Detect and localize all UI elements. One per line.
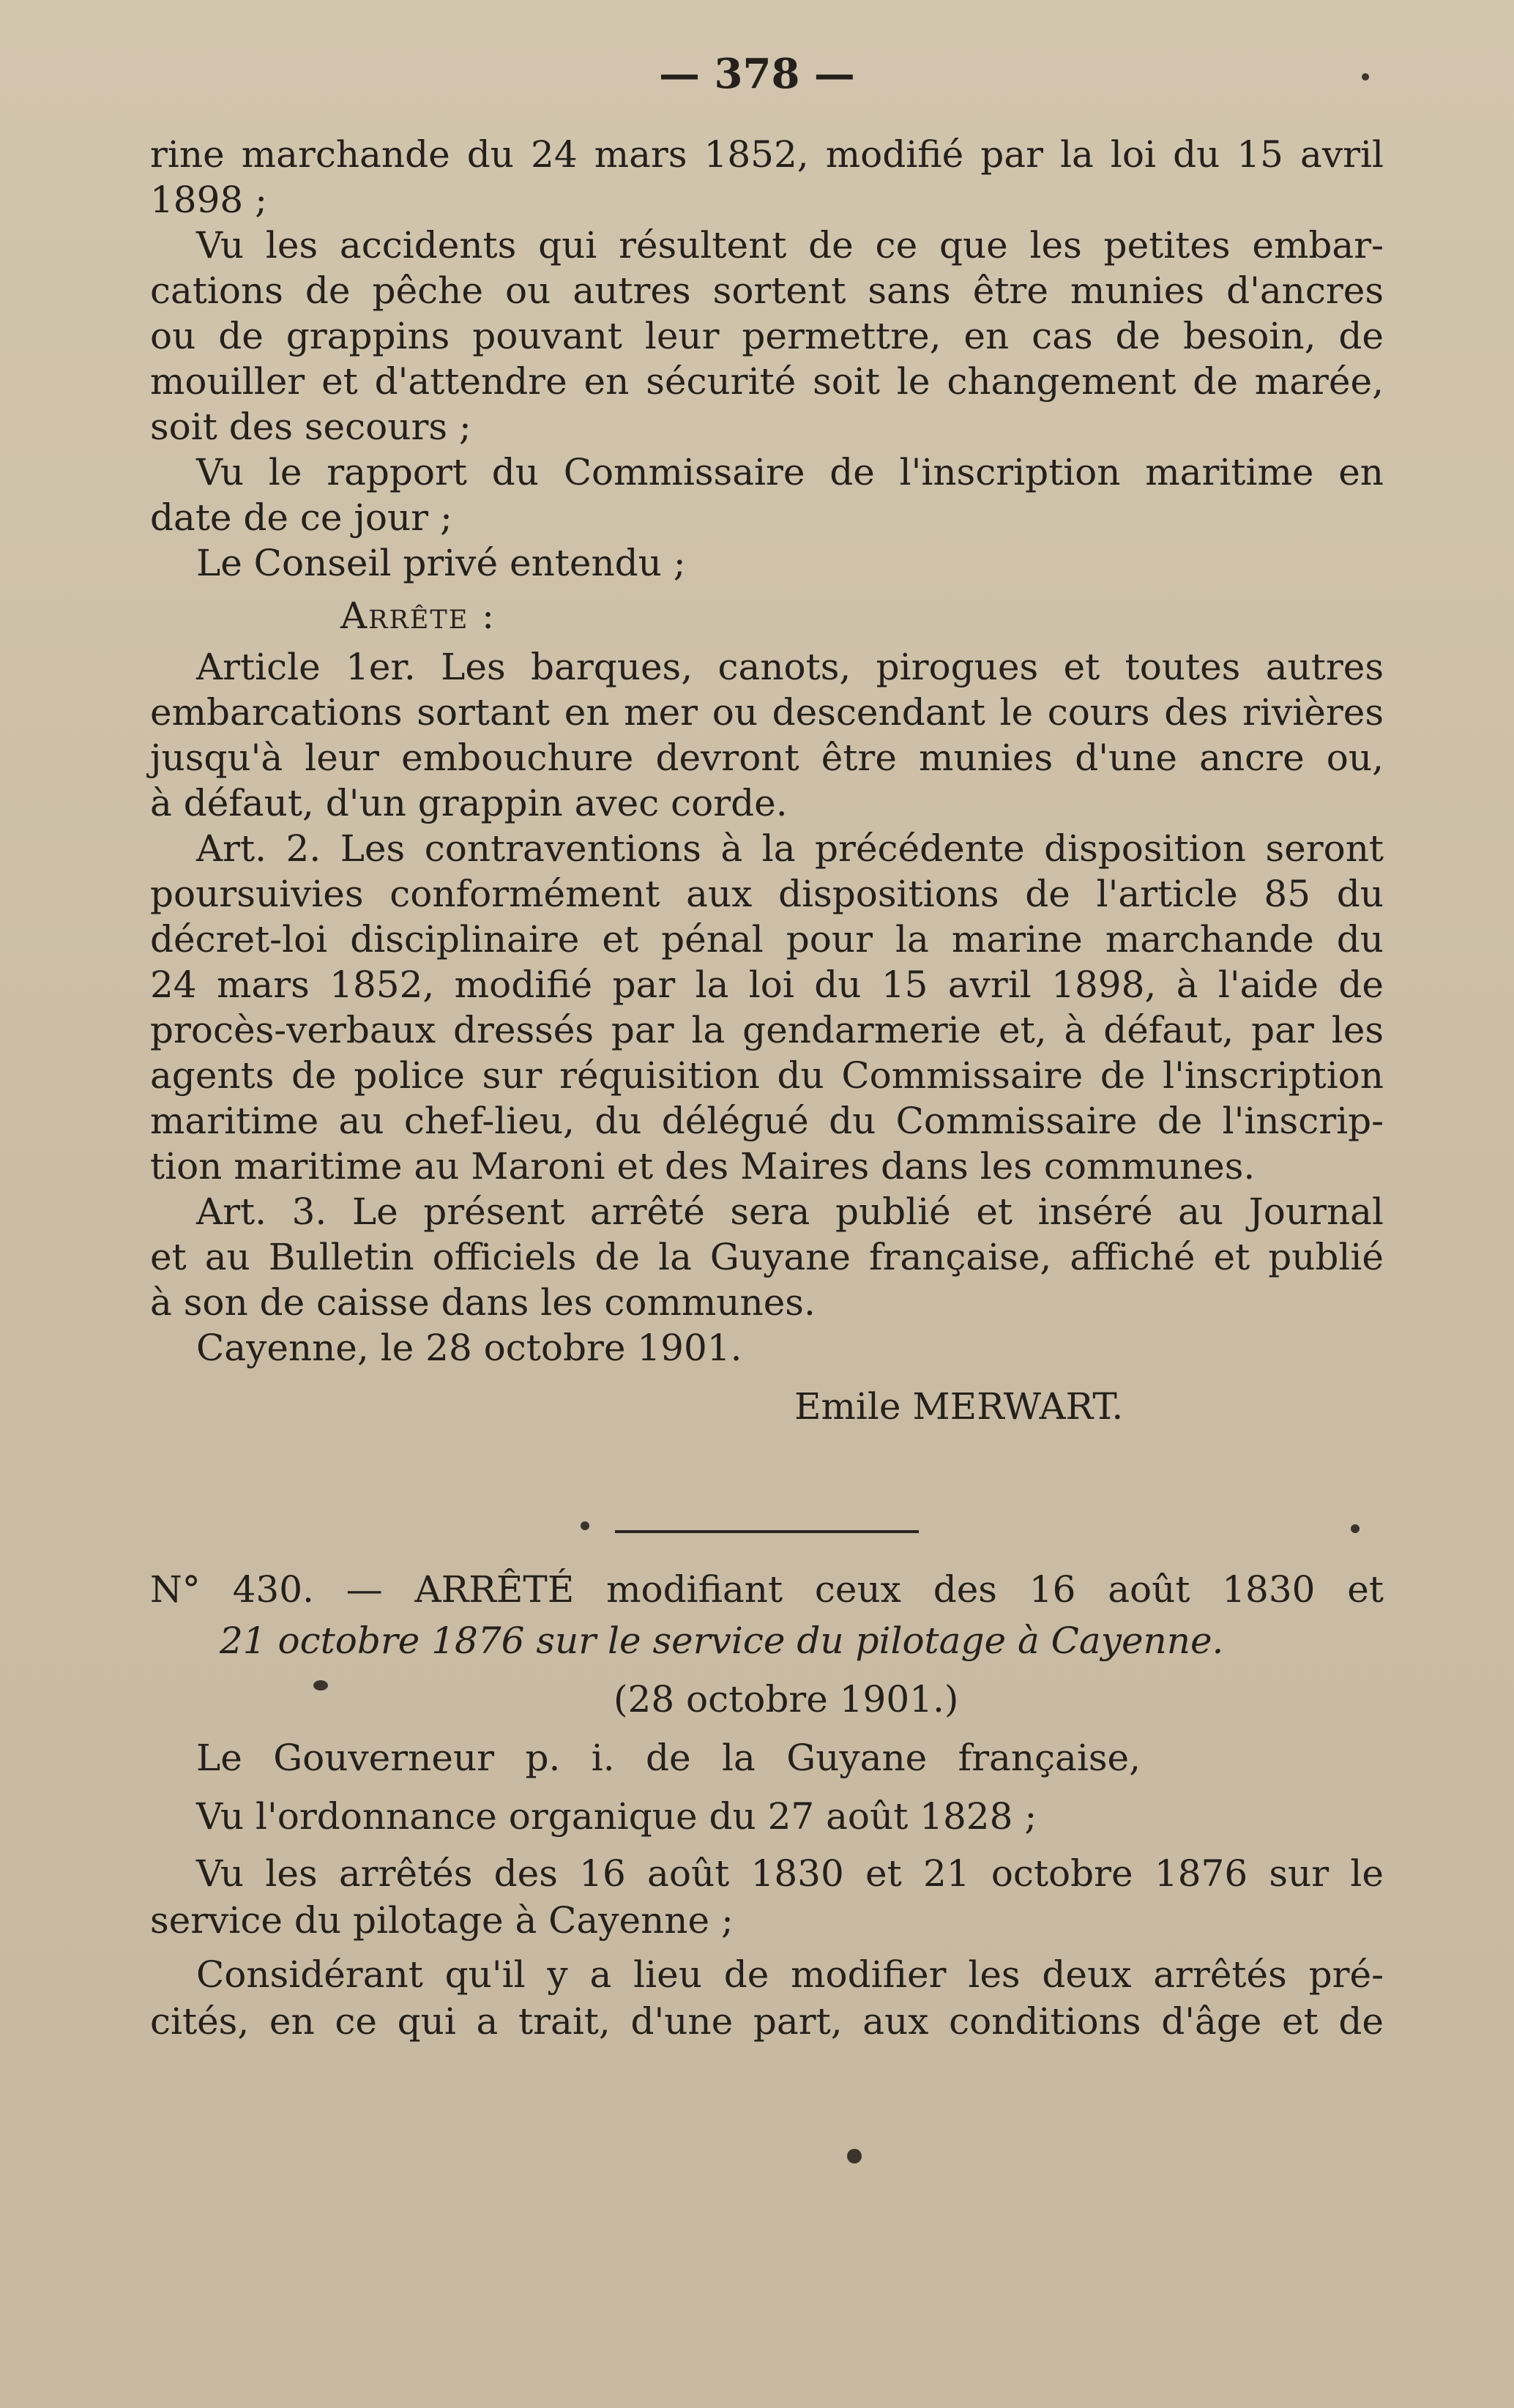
text-line: décret-loi disciplinaire et pénal pour la marine marchande du bbox=[150, 918, 1384, 961]
text-line: rine marchande du 24 mars 1852, modifié par la loi du 15 avril bbox=[150, 133, 1384, 176]
page-number: — 378 — bbox=[659, 50, 855, 98]
text-line: Vu les arrêtés des 16 août 1830 et 21 octobre 1876 sur le bbox=[196, 1852, 1384, 1895]
text-line: date de ce jour ; bbox=[150, 496, 452, 539]
text-line: procès-verbaux dressés par la gendarmerie et, à défaut, par les bbox=[150, 1009, 1384, 1051]
ink-blot bbox=[847, 2149, 862, 2163]
text-line: mouiller et d'attendre en sécurité soit le changement de marée, bbox=[150, 360, 1384, 403]
text-line: Vu le rapport du Commissaire de l'inscription maritime en bbox=[196, 451, 1384, 493]
text-line: et au Bulletin officiels de la Guyane française, affiché et publié bbox=[150, 1236, 1384, 1278]
signature: Emile MERWART. bbox=[794, 1385, 1124, 1428]
print-speck bbox=[581, 1521, 589, 1530]
text-line: jusqu'à leur embouchure devront être munies d'une ancre ou, bbox=[150, 737, 1384, 779]
text-line: Art. 2. Les contraventions à la précédente disposition seront bbox=[196, 827, 1384, 870]
text-line: poursuivies conformément aux dispositions de l'article 85 du bbox=[150, 873, 1384, 915]
text-line: embarcations sortant en mer ou descendant le cours des rivières bbox=[150, 691, 1384, 734]
separator-rule bbox=[615, 1530, 919, 1533]
text-line: soit des secours ; bbox=[150, 406, 471, 448]
arrete-date: (28 octobre 1901.) bbox=[614, 1678, 959, 1721]
ink-blot bbox=[313, 1680, 328, 1691]
text-line: Considérant qu'il y a lieu de modifier les deux arrêtés pré- bbox=[196, 1953, 1384, 1996]
text-line: Vu l'ordonnance organique du 27 août 1828 ; bbox=[196, 1795, 1037, 1838]
text-line: à son de caisse dans les communes. bbox=[150, 1281, 816, 1324]
text-line: 24 mars 1852, modifié par la loi du 15 avril 1898, à l'aide de bbox=[150, 963, 1384, 1006]
text-line: cations de pêche ou autres sortent sans être munies d'ancres bbox=[150, 269, 1384, 312]
text-line: cités, en ce qui a trait, d'une part, aux conditions d'âge et de bbox=[150, 2000, 1384, 2043]
text-line: Le Conseil privé entendu ; bbox=[196, 542, 686, 584]
text-line: Vu les accidents qui résultent de ce que les petites embar- bbox=[196, 224, 1384, 266]
print-speck bbox=[1351, 1524, 1360, 1533]
text-line: service du pilotage à Cayenne ; bbox=[150, 1899, 734, 1942]
text-line: agents de police sur réquisition du Commissaire de l'inscription bbox=[150, 1054, 1384, 1097]
text-line: maritime au chef-lieu, du délégué du Commissaire de l'inscrip- bbox=[150, 1100, 1384, 1142]
arrete-title: N° 430. — ARRÊTÉ modifiant ceux des 16 août 1830 et bbox=[150, 1568, 1384, 1611]
text-line: 1898 ; bbox=[150, 179, 267, 221]
text-line: Le Gouverneur p. i. de la Guyane française, bbox=[196, 1737, 1141, 1779]
text-line: tion maritime au Maroni et des Maires dans les communes. bbox=[150, 1145, 1256, 1188]
arrete-title-cont: 21 octobre 1876 sur le service du pilotage à Cayenne. bbox=[220, 1619, 1224, 1662]
print-speck bbox=[1362, 73, 1369, 81]
text-line: Art. 3. Le présent arrêté sera publié et inséré au Journal bbox=[196, 1190, 1384, 1233]
date-line: Cayenne, le 28 octobre 1901. bbox=[196, 1327, 742, 1369]
section-heading: Arrête : bbox=[340, 594, 496, 637]
text-line: ou de grappins pouvant leur permettre, en cas de besoin, de bbox=[150, 315, 1384, 357]
text-line: Article 1er. Les barques, canots, pirogues et toutes autres bbox=[196, 646, 1384, 688]
text-line: à défaut, d'un grappin avec corde. bbox=[150, 782, 788, 824]
